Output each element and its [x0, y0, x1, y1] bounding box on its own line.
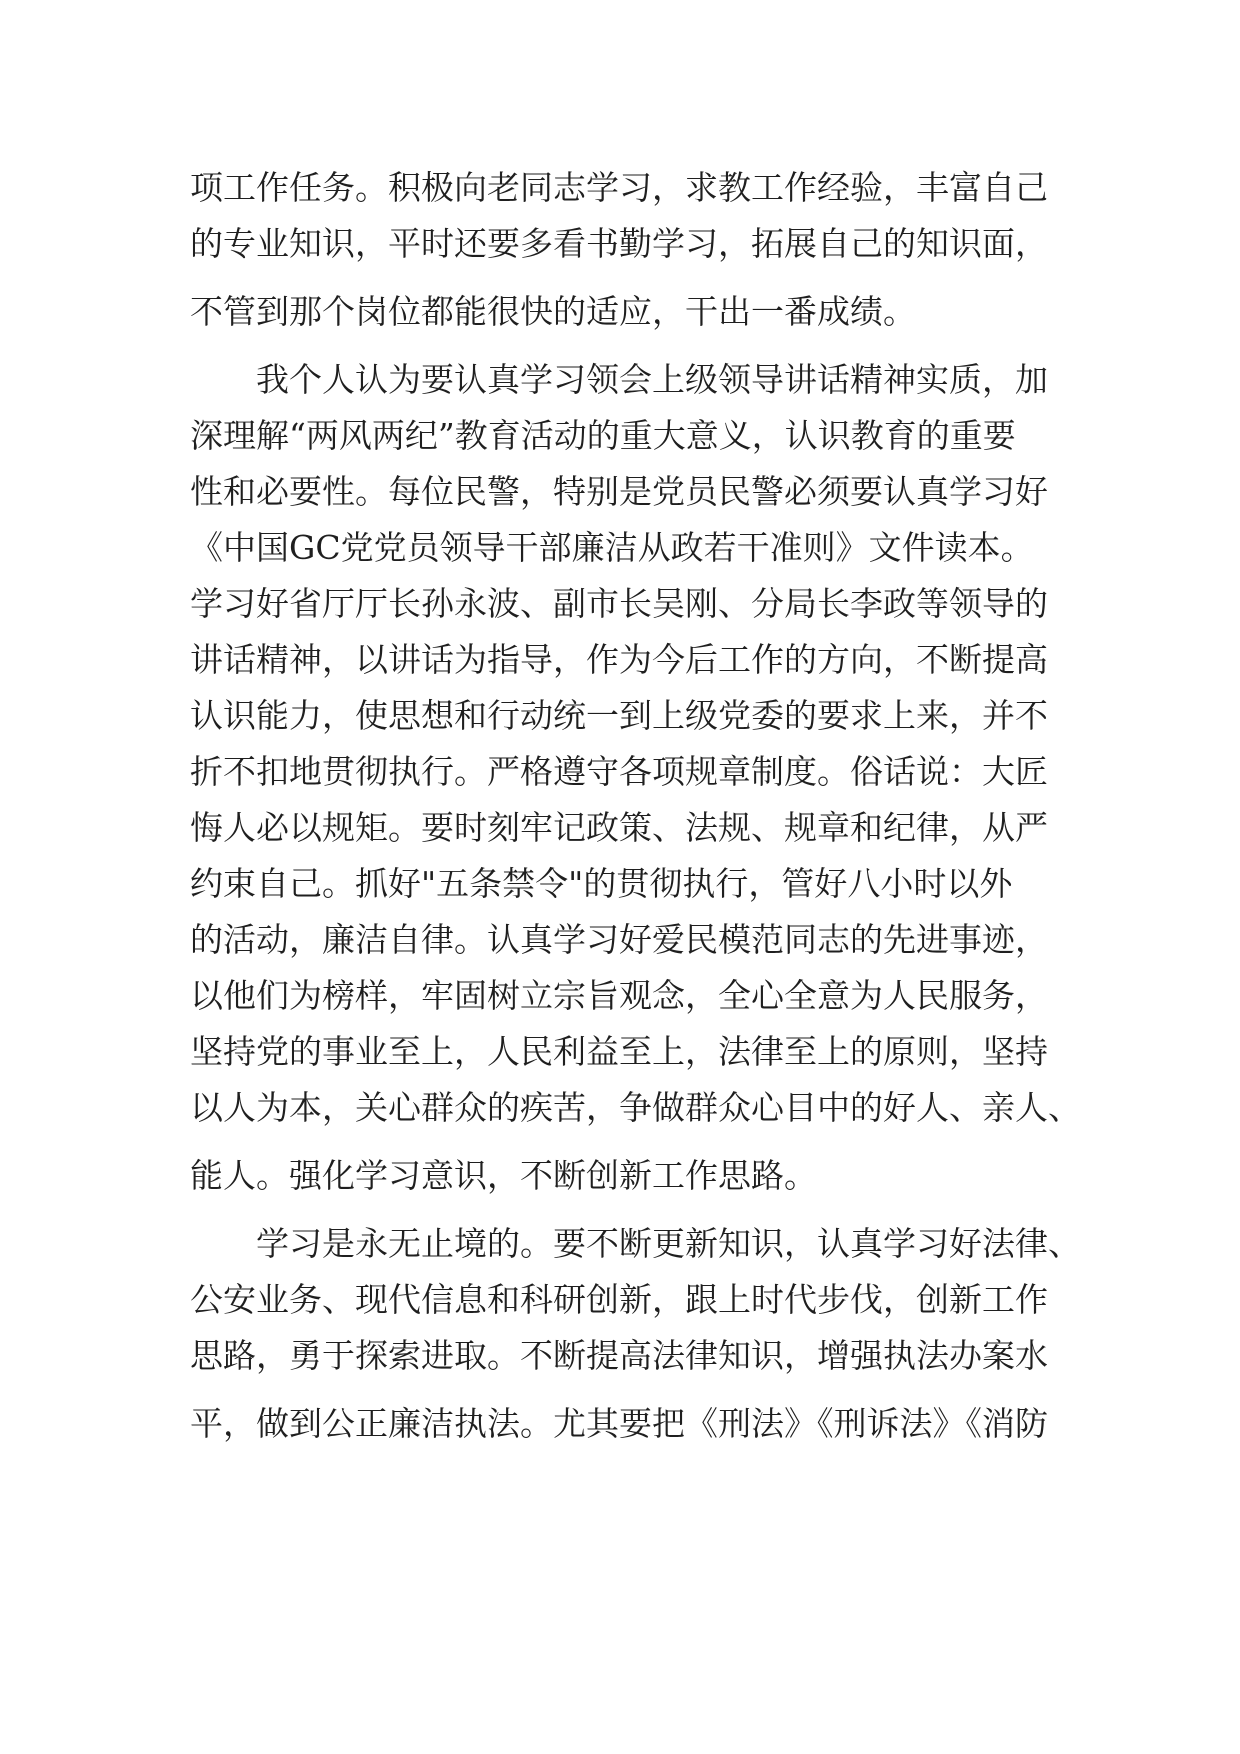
text-line: 的活动，廉洁自律。认真学习好爱民模范同志的先进事迹，: [190, 920, 1048, 959]
text-line: 以人为本，关心群众的疾苦，争做群众心目中的好人、亲人、: [190, 1088, 1081, 1127]
text-line: 约束自己。抓好"五条禁令"的贯彻执行，管好八小时以外: [190, 864, 1013, 903]
text-line: 坚持党的事业至上，人民利益至上，法律至上的原则，坚持: [190, 1032, 1048, 1071]
text-line: 性和必要性。每位民警，特别是党员民警必须要认真学习好: [190, 472, 1048, 511]
text-line: 平，做到公正廉洁执法。尤其要把《刑法》《刑诉法》《消防: [190, 1404, 1048, 1443]
text-line: 公安业务、现代信息和科研创新，跟上时代步伐，创新工作: [190, 1280, 1048, 1319]
paragraph-start-line: 我个人认为要认真学习领会上级领导讲话精神实质，加: [256, 360, 1048, 399]
text-line: 思路，勇于探索进取。不断提高法律知识，增强执法办案水: [190, 1336, 1048, 1375]
text-line: 以他们为榜样，牢固树立宗旨观念，全心全意为人民服务，: [190, 976, 1048, 1015]
text-line: 能人。强化学习意识，不断创新工作思路。: [190, 1156, 817, 1195]
text-line: 悔人必以规矩。要时刻牢记政策、法规、规章和纪律，从严: [190, 808, 1048, 847]
paragraph-start-line: 学习是永无止境的。要不断更新知识，认真学习好法律、: [256, 1224, 1081, 1263]
text-line: 认识能力，使思想和行动统一到上级党委的要求上来，并不: [190, 696, 1048, 735]
text-line: 深理解“两风两纪”教育活动的重大意义，认识教育的重要: [190, 416, 1016, 455]
text-line: 讲话精神，以讲话为指导，作为今后工作的方向，不断提高: [190, 640, 1048, 679]
text-line: 学习好省厅厅长孙永波、副市长吴刚、分局长李政等领导的: [190, 584, 1048, 623]
text-line: 的专业知识，平时还要多看书勤学习，拓展自己的知识面，: [190, 224, 1048, 263]
text-line: 《中国GC党党员领导干部廉洁从政若干准则》文件读本。: [190, 528, 1034, 567]
text-line: 项工作任务。积极向老同志学习，求教工作经验，丰富自己: [190, 168, 1048, 207]
text-line: 不管到那个岗位都能很快的适应，干出一番成绩。: [190, 292, 916, 331]
body-text: [190, 160, 1081, 1452]
text-line: 折不扣地贯彻执行。严格遵守各项规章制度。俗话说：大匠: [190, 752, 1048, 791]
